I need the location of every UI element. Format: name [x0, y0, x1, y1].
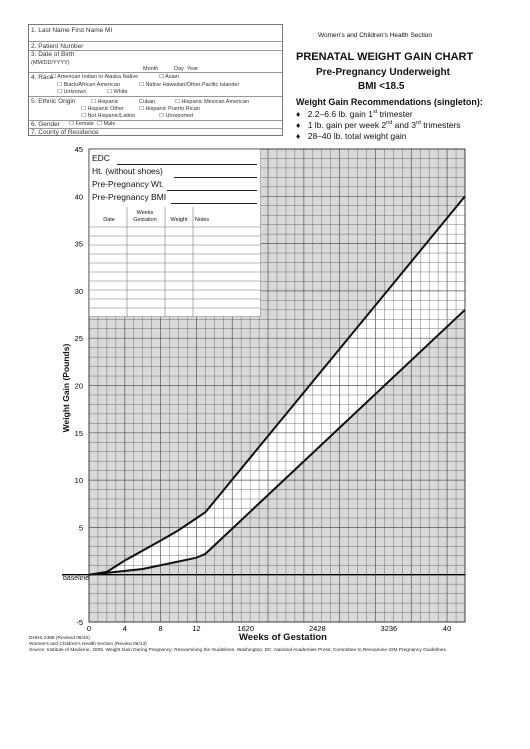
recommendation-total: ♦ 28–40 lb. total weight gain: [296, 131, 407, 141]
race-option-black[interactable]: ☐ Black/African American: [57, 82, 121, 88]
bmi-range: BMI <18.5: [358, 81, 405, 92]
x-tick-label: 40: [442, 624, 452, 633]
col-notes-header: Notes: [194, 217, 210, 223]
ethnic-option-cuban[interactable]: Cuban: [139, 99, 156, 105]
x-axis-label: Weeks of Gestation: [239, 632, 327, 643]
baseline-label: baseline: [63, 575, 90, 582]
gender-label: 6. Gender: [31, 121, 60, 128]
last-first-mi-label: 1. Last Name First Name MI: [31, 27, 113, 34]
x-tick-label: 1620: [237, 624, 255, 633]
x-tick-label: 0: [86, 624, 92, 633]
prepreg-bmi-label: Pre-Pregnancy BMI: [92, 192, 167, 202]
race-option-am-indian[interactable]: ☐ American Indian or Alaska Native: [51, 74, 139, 80]
dob-year: Year: [187, 66, 199, 72]
race-option-unknown[interactable]: ☐ Unknown: [57, 89, 87, 95]
x-tick-label: 8: [158, 624, 163, 633]
section-name: Women's and Children's Health Section: [318, 32, 433, 39]
dob-day: Day: [174, 66, 184, 72]
x-tick-label: 2428: [308, 624, 326, 633]
gender-option-male[interactable]: ☐ Male: [97, 121, 116, 127]
ethnic-option-mexican[interactable]: ☐ Hispanic Mexican American: [175, 99, 250, 105]
x-tick-label: 4: [122, 624, 127, 633]
source-citation: Source: Institute of Medicine, 2009. Weight Gain During Pregnancy: Reexamining the Guidelines. Washington, DC. National Academies Press; Committee to Reexamine IOM Pregnancy Guidelines.: [29, 648, 448, 653]
x-tick-label: 12: [192, 624, 201, 633]
prepreg-weight-label: Pre-Pregnancy Wt.: [92, 179, 164, 189]
race-option-asian[interactable]: ☐ Asian: [159, 74, 179, 80]
form-number: DHHS 2386 (Revised 06/10): [29, 636, 90, 641]
y-axis-label: Weight Gain (Pounds): [61, 343, 71, 433]
weight-log-table: [89, 149, 261, 317]
y-tick-label: 5: [78, 523, 83, 533]
review-note: Women's and Children's Health Section (Review 06/13): [29, 642, 147, 647]
y-tick-label: 35: [74, 239, 83, 249]
race-option-white[interactable]: ☐ White: [107, 89, 128, 95]
y-tick-label: -5: [76, 618, 83, 627]
dob-format: (MM/DD/YYYY): [31, 60, 70, 66]
weight-log-panel: [89, 149, 261, 317]
y-tick-label: 10: [74, 476, 83, 486]
ethnic-option-unreported[interactable]: ☐ Unreported: [159, 113, 193, 119]
chart-title: PRENATAL WEIGHT GAIN CHART: [296, 51, 474, 63]
col-weight-header: Weight: [170, 217, 188, 223]
height-label: Ht. (without shoes): [92, 166, 163, 176]
bullet-icon: ♦: [296, 131, 301, 141]
ethnic-option-not-hispanic[interactable]: ☐ Not Hispanic/Latino: [81, 113, 136, 119]
ethnic-option-hispanic[interactable]: ☐ Hispanic: [91, 99, 119, 105]
col-weeks-header: Weeks Gestation: [133, 210, 157, 223]
ethnic-option-other[interactable]: ☐ Hispanic Other: [81, 106, 124, 112]
ethnic-label: 5. Ethnic Origin: [31, 98, 76, 105]
col-date-header: Date: [103, 217, 115, 223]
y-tick-label: 15: [74, 428, 83, 438]
race-option-hawaiian[interactable]: ☐ Native Hawaiian/Other Pacific Islander: [139, 82, 240, 88]
bullet-icon: ♦: [296, 120, 301, 130]
dob-month: Month: [143, 66, 159, 72]
dob-label: 3. Date of Birth: [31, 51, 75, 58]
chart-subtitle: Pre-Pregnancy Underweight: [316, 67, 450, 78]
bullet-icon: ♦: [296, 109, 301, 119]
recommendation-second-third-trimester: ♦ 1 lb. gain per week 2nd and 3rd trimesters: [296, 120, 461, 130]
race-label: 4. Race: [31, 74, 54, 81]
county-label: 7. County of Residence: [31, 129, 99, 136]
y-tick-label: 25: [74, 334, 83, 344]
y-tick-label: 40: [74, 192, 83, 202]
recommendation-first-trimester: ♦ 2.2–6.6 lb. gain 1st trimester: [296, 109, 413, 119]
y-tick-label: 20: [74, 381, 83, 391]
edc-label: EDC: [92, 153, 110, 163]
y-tick-label: 45: [74, 145, 83, 154]
recommendations-heading: Weight Gain Recommendations (singleton):: [296, 97, 483, 107]
gender-option-female[interactable]: ☐ Female: [69, 121, 94, 127]
patient-number-label: 2. Patient Number: [31, 43, 84, 50]
x-tick-label: 3236: [380, 624, 398, 633]
y-tick-label: 30: [74, 286, 83, 296]
ethnic-option-puerto-rican[interactable]: ☐ Hispanic Puerto Rican: [139, 106, 200, 112]
